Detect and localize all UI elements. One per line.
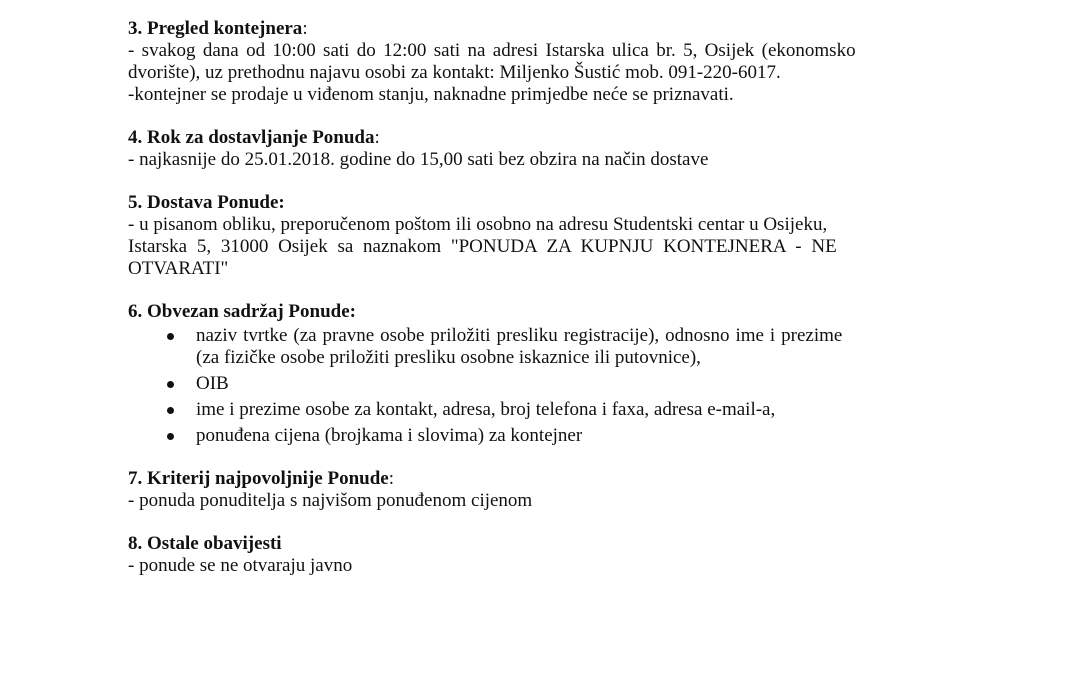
section-best-offer-criterion (128, 468, 954, 512)
bullet-icon (167, 433, 174, 440)
section-submission-deadline (128, 127, 954, 171)
section-heading: 8. Ostale obavijesti (128, 533, 282, 554)
list-item (128, 399, 954, 421)
section-heading (128, 468, 954, 490)
section-line: - najkasnije do 25.01.2018. godine do 15,00 sati bez obzira na način dostave (128, 149, 709, 170)
section-line: -kontejner se prodaje u viđenom stanju, naknadne primjedbe neće se priznavati. (128, 84, 734, 105)
bullet-icon (167, 333, 174, 340)
section-heading-text: 7. Kriterij najpovoljnije Ponude (128, 468, 389, 489)
list-item (128, 425, 954, 447)
list-item-line: ponuđena cijena (brojkama i slovima) za kontejner (196, 425, 583, 446)
section-heading: 5. Dostava Ponude: (128, 192, 285, 213)
section-line: Istarska 5, 31000 Osijek sa naznakom "PONUDA ZA KUPNJU KONTEJNERA - NE (128, 236, 837, 257)
section-line: OTVARATI" (128, 258, 229, 279)
section-heading (128, 18, 954, 40)
section-offer-delivery (128, 192, 954, 280)
section-heading: 6. Obvezan sadržaj Ponude: (128, 301, 356, 322)
section-heading-text: 4. Rok za dostavljanje Ponuda (128, 127, 375, 148)
list-item-line: OIB (196, 373, 229, 394)
section-heading-colon: : (388, 468, 394, 489)
section-line: - ponuda ponuditelja s najvišom ponuđenom cijenom (128, 490, 533, 511)
section-line: - ponude se ne otvaraju javno (128, 555, 353, 576)
section-other-notices (128, 533, 954, 577)
list-item-line: naziv tvrtke (za pravne osobe priložiti presliku registracije), odnosno ime i prezime (196, 325, 843, 346)
section-heading-text: 3. Pregled kontejnera (128, 18, 303, 39)
bullet-list (128, 325, 954, 447)
section-mandatory-content (128, 301, 954, 447)
list-item-line: ime i prezime osobe za kontakt, adresa, broj telefona i faxa, adresa e-mail-a, (196, 399, 776, 420)
section-container-inspection (128, 18, 954, 106)
section-heading-colon: : (374, 127, 380, 148)
section-heading (128, 127, 954, 149)
section-line: - svakog dana od 10:00 sati do 12:00 sati na adresi Istarska ulica br. 5, Osijek (ekonomsko (128, 40, 856, 61)
list-item (128, 373, 954, 395)
document-page (128, 18, 954, 598)
section-heading-colon: : (302, 18, 308, 39)
list-item-line: (za fizičke osobe priložiti presliku osobne iskaznice ili putovnice), (196, 347, 701, 368)
bullet-icon (167, 407, 174, 414)
bullet-icon (167, 381, 174, 388)
section-line: dvorište), uz prethodnu najavu osobi za kontakt: Miljenko Šustić mob. 091-220-6017. (128, 62, 781, 83)
section-line: - u pisanom obliku, preporučenom poštom ili osobno na adresu Studentski centar u Osijeku, (128, 214, 828, 235)
list-item (128, 325, 954, 369)
